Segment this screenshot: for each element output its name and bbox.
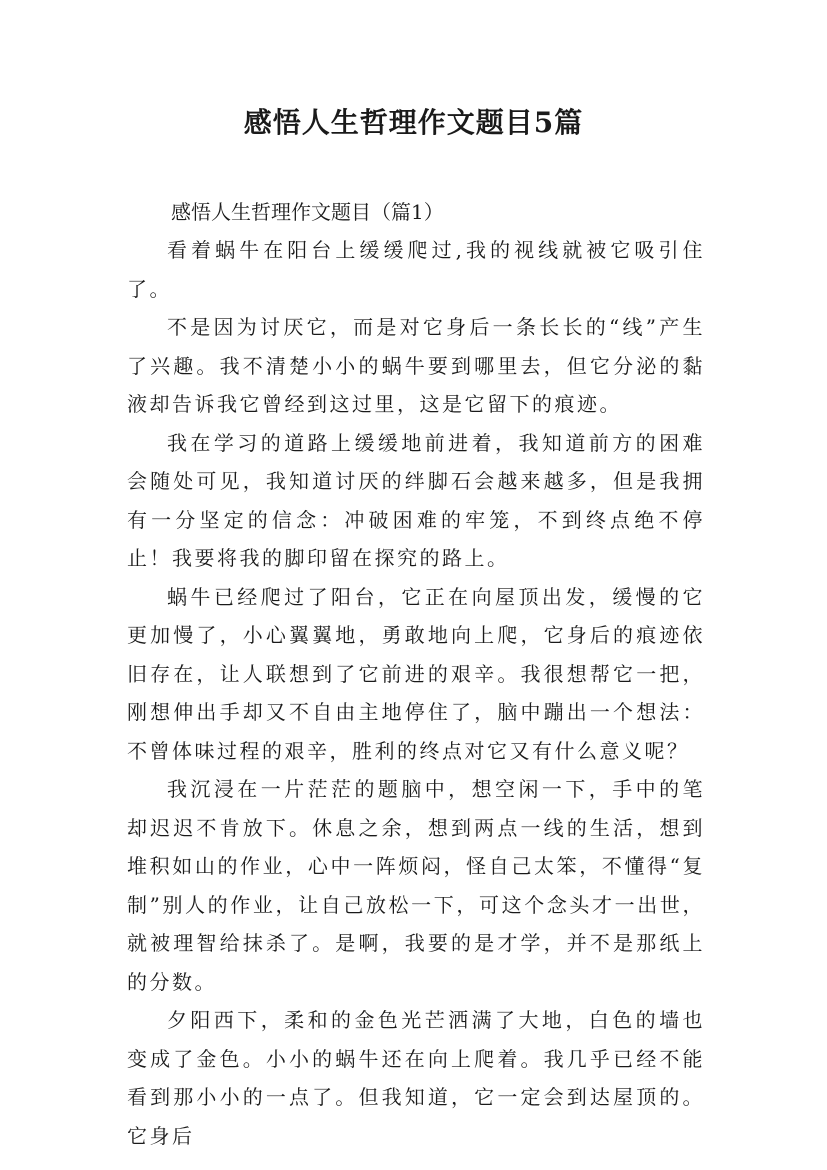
- section-heading: 感悟人生哲理作文题目（篇1）: [171, 200, 444, 224]
- paragraph: 夕阳西下，柔和的金色光芒洒满了大地，白色的墙也变成了金色。小小的蜗牛还在向上爬着。我几乎已经不能看到那小小的一点了。但我知道，它一定会到达屋顶的。它身后: [127, 1008, 705, 1148]
- paragraph: 我沉浸在一片茫茫的题脑中，想空闲一下，手中的笔却迟迟不肯放下。休息之余，想到两点一线的生活，想到堆积如山的作业，心中一阵烦闷，怪自己太笨，不懂得“复制”别人的作业，让自己放松一下，可这个念头才一出世，就被理智给抹杀了。是啊，我要的是才学，并不是那纸上的分数。: [127, 777, 705, 994]
- paragraph: 蜗牛已经爬过了阳台，它正在向屋顶出发，缓慢的它更加慢了，小心翼翼地，勇敢地向上爬，它身后的痕迹依旧存在，让人联想到了它前进的艰辛。我很想帮它一把，刚想伸出手却又不自由主地停住了，脑中蹦出一个想法：不曾体味过程的艰辛，胜利的终点对它又有什么意义呢？: [127, 584, 705, 763]
- document-body: [127, 193, 705, 1155]
- paragraph: 看着蜗牛在阳台上缓缓爬过,我的视线就被它吸引住了。: [127, 238, 705, 301]
- paragraph: 我在学习的道路上缓缓地前进着，我知道前方的困难会随处可见，我知道讨厌的绊脚石会越来越多，但是我拥有一分坚定的信念：冲破困难的牢笼，不到终点绝不停止！我要将我的脚印留在探究的路上。: [127, 430, 705, 570]
- paragraph: 不是因为讨厌它，而是对它身后一条长长的“线”产生了兴趣。我不清楚小小的蜗牛要到哪里去，但它分泌的黏液却告诉我它曾经到这过里，这是它留下的痕迹。: [127, 315, 705, 416]
- document-title: 感悟人生哲理作文题目5篇: [243, 106, 584, 139]
